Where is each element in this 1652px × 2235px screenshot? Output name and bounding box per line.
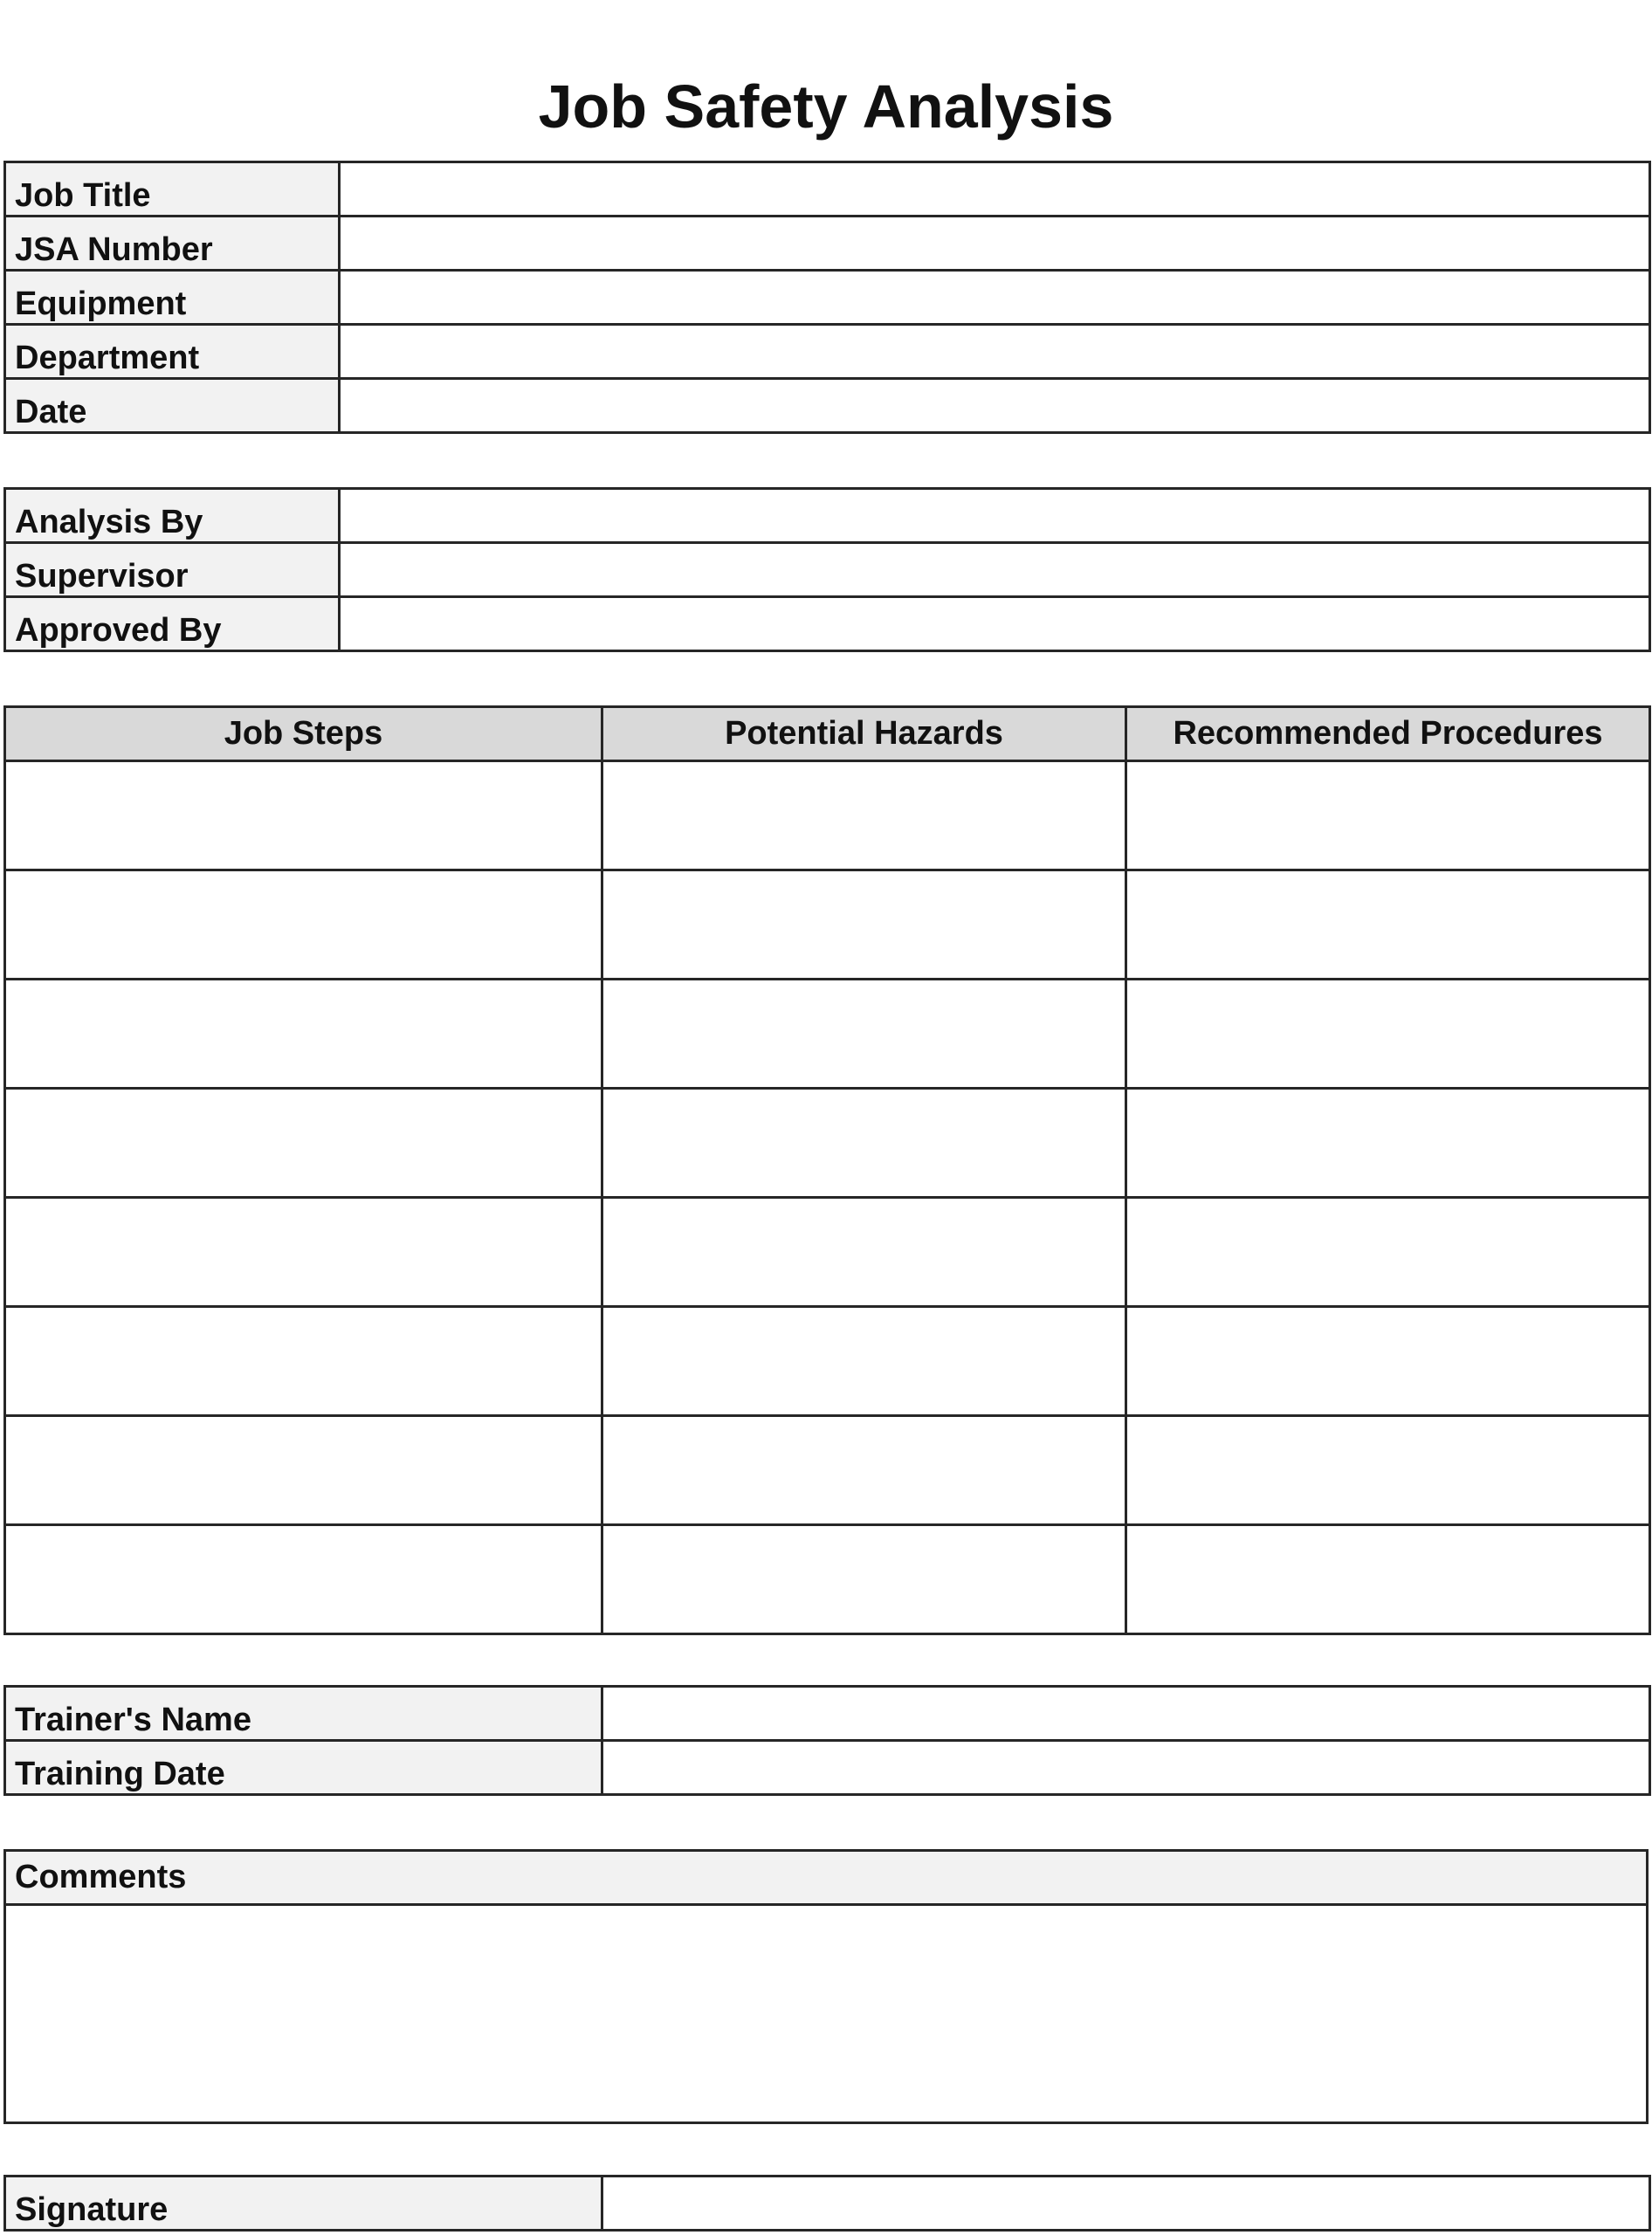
job-step-cell[interactable] [5, 1089, 602, 1198]
comments-table [3, 1849, 1649, 2124]
job-step-cell[interactable] [5, 761, 602, 870]
recommended-procedures-column-header: Recommended Procedures [1126, 707, 1650, 761]
training-date-field[interactable] [602, 1741, 1650, 1795]
job-steps-header-row [5, 707, 1650, 761]
job-step-cell[interactable] [5, 1198, 602, 1307]
potential-hazard-cell[interactable] [602, 1089, 1126, 1198]
comments-body-row [5, 1905, 1648, 2123]
analysis-by-label: Analysis By [5, 489, 340, 543]
potential-hazard-cell[interactable] [602, 761, 1126, 870]
job-steps-table [3, 705, 1651, 1635]
job-step-cell[interactable] [5, 980, 602, 1089]
job-step-cell[interactable] [5, 870, 602, 980]
job-title-label: Job Title [5, 162, 340, 217]
comments-field[interactable] [5, 1905, 1648, 2123]
potential-hazard-cell[interactable] [602, 980, 1126, 1089]
equipment-field[interactable] [340, 271, 1650, 325]
date-row [5, 379, 1650, 433]
table-row [5, 1416, 1650, 1525]
jsa-number-row [5, 217, 1650, 271]
date-label: Date [5, 379, 340, 433]
potential-hazard-cell[interactable] [602, 1198, 1126, 1307]
job-title-row [5, 162, 1650, 217]
supervisor-label: Supervisor [5, 543, 340, 597]
job-steps-column-header: Job Steps [5, 707, 602, 761]
recommended-procedure-cell[interactable] [1126, 1198, 1650, 1307]
table-row [5, 980, 1650, 1089]
equipment-label: Equipment [5, 271, 340, 325]
page-title: Job Safety Analysis [538, 72, 1114, 141]
training-date-label: Training Date [5, 1741, 602, 1795]
job-step-cell[interactable] [5, 1525, 602, 1634]
signature-field[interactable] [602, 2177, 1650, 2231]
supervisor-field[interactable] [340, 543, 1650, 597]
job-step-cell[interactable] [5, 1416, 602, 1525]
trainers-name-field[interactable] [602, 1687, 1650, 1741]
table-row [5, 870, 1650, 980]
analysis-by-row [5, 489, 1650, 543]
recommended-procedure-cell[interactable] [1126, 1089, 1650, 1198]
signature-table [3, 2175, 1651, 2232]
potential-hazard-cell[interactable] [602, 1307, 1126, 1416]
jsa-number-label: JSA Number [5, 217, 340, 271]
supervisor-row [5, 543, 1650, 597]
equipment-row [5, 271, 1650, 325]
signature-row [5, 2177, 1650, 2231]
department-field[interactable] [340, 325, 1650, 379]
recommended-procedure-cell[interactable] [1126, 980, 1650, 1089]
recommended-procedure-cell[interactable] [1126, 870, 1650, 980]
date-field[interactable] [340, 379, 1650, 433]
comments-label: Comments [5, 1851, 1648, 1905]
recommended-procedure-cell[interactable] [1126, 1416, 1650, 1525]
table-row [5, 1198, 1650, 1307]
potential-hazard-cell[interactable] [602, 870, 1126, 980]
analysis-by-field[interactable] [340, 489, 1650, 543]
table-row [5, 1089, 1650, 1198]
approved-by-row [5, 597, 1650, 651]
approval-info-table [3, 487, 1651, 652]
department-row [5, 325, 1650, 379]
training-info-table [3, 1685, 1651, 1796]
department-label: Department [5, 325, 340, 379]
job-title-field[interactable] [340, 162, 1650, 217]
recommended-procedure-cell[interactable] [1126, 1525, 1650, 1634]
approved-by-field[interactable] [340, 597, 1650, 651]
potential-hazards-column-header: Potential Hazards [602, 707, 1126, 761]
comments-header-row [5, 1851, 1648, 1905]
signature-label: Signature [5, 2177, 602, 2231]
recommended-procedure-cell[interactable] [1126, 761, 1650, 870]
recommended-procedure-cell[interactable] [1126, 1307, 1650, 1416]
training-date-row [5, 1741, 1650, 1795]
table-row [5, 1525, 1650, 1634]
potential-hazard-cell[interactable] [602, 1416, 1126, 1525]
approved-by-label: Approved By [5, 597, 340, 651]
table-row [5, 761, 1650, 870]
trainers-name-row [5, 1687, 1650, 1741]
job-info-table [3, 161, 1651, 434]
table-row [5, 1307, 1650, 1416]
trainers-name-label: Trainer's Name [5, 1687, 602, 1741]
job-step-cell[interactable] [5, 1307, 602, 1416]
potential-hazard-cell[interactable] [602, 1525, 1126, 1634]
jsa-number-field[interactable] [340, 217, 1650, 271]
